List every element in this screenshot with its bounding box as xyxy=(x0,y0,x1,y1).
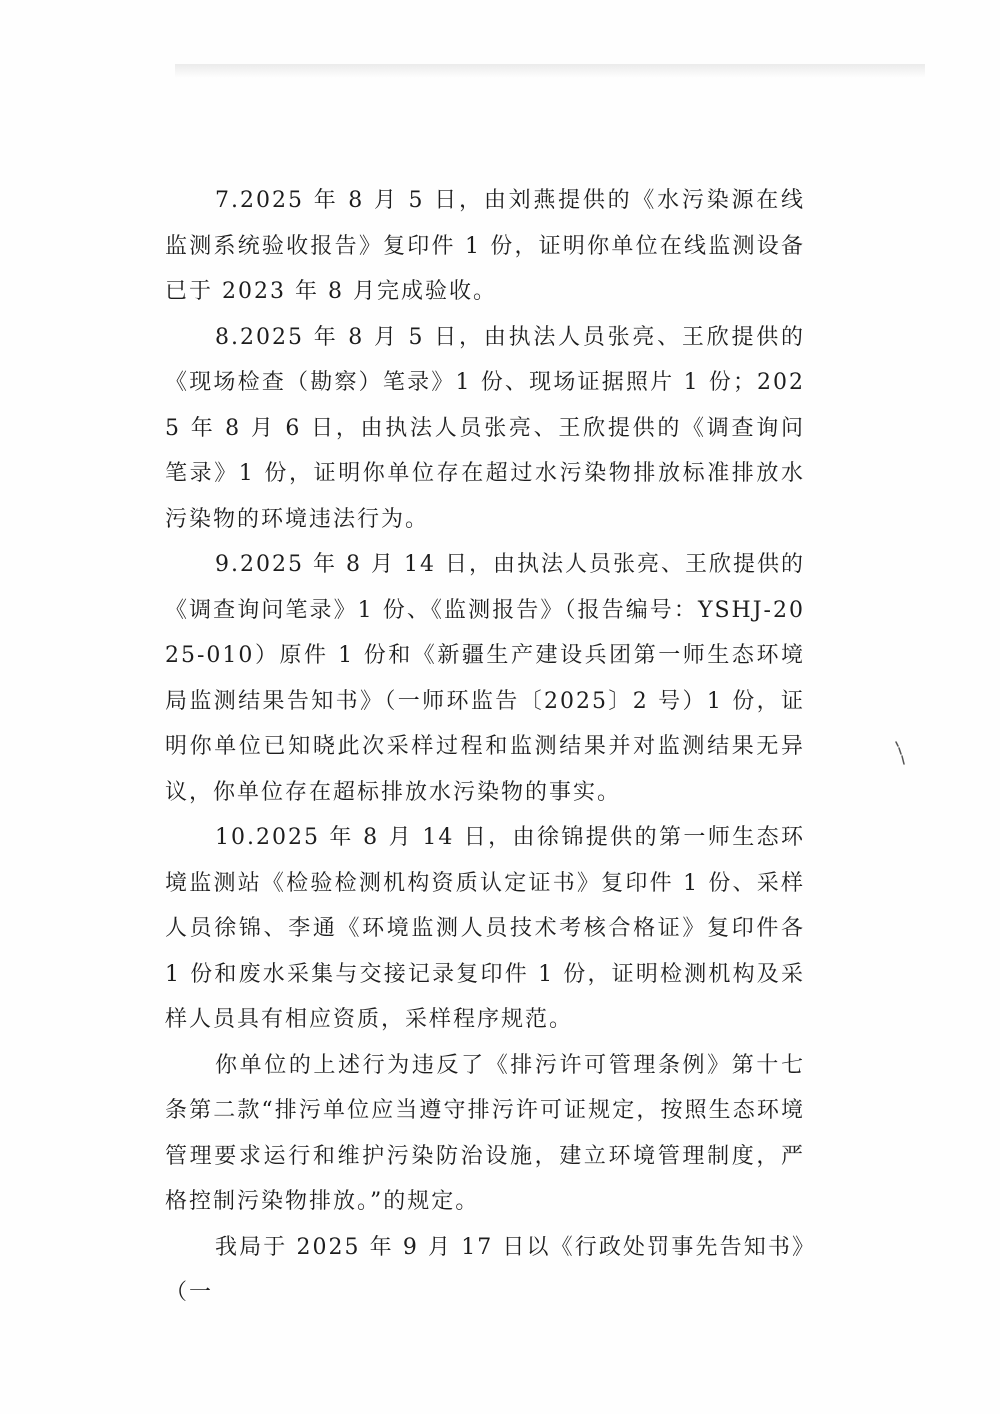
evidence-item-7: 7.2025 年 8 月 5 日，由刘燕提供的《水污染源在线监测系统验收报告》复印件 1 份，证明你单位在线监测设备已于 2023 年 8 月完成验收。 xyxy=(165,188,805,304)
evidence-item-8: 8.2025 年 8 月 5 日，由执法人员张亮、王欣提供的《现场检查（勘察）笔录》1 份、现场证据照片 1 份；2025 年 8 月 6 日，由执法人员张亮、王欣提供的《调查询问笔录》1 份，证明你单位存在超过水污染物排放标准排放水污染物的环境违法行为。 xyxy=(165,324,805,532)
evidence-item-9: 9.2025 年 8 月 14 日，由执法人员张亮、王欣提供的《调查询问笔录》1 份、《监测报告》（报告编号：YSHJ-2025-010）原件 1 份和《新疆生产建设兵团第一师生态环境局监测结果告知书》（一师环监告〔2025〕2 号）1 份，证明你单位已知晓此次采样过程和监测结果并对监测结果无异议，你单位存在超标排放水污染物的事实。 xyxy=(165,552,805,805)
notice-paragraph: 我局于 2025 年 9 月 17 日以《行政处罚事先告知书》（一 xyxy=(165,1234,805,1305)
scan-edge-shadow xyxy=(175,64,925,78)
scan-speck-icon xyxy=(893,740,907,768)
document-body xyxy=(165,178,805,1316)
violation-statement: 你单位的上述行为违反了《排污许可管理条例》第十七条第二款“排污单位应当遵守排污许可证规定，按照生态环境管理要求运行和维护污染防治设施，建立环境管理制度，严格控制污染物排放。”的规定。 xyxy=(165,1052,805,1214)
evidence-item-10: 10.2025 年 8 月 14 日，由徐锦提供的第一师生态环境监测站《检验检测机构资质认定证书》复印件 1 份、采样人员徐锦、李通《环境监测人员技术考核合格证》复印件各 1 份和废水采集与交接记录复印件 1 份，证明检测机构及采样人员具有相应资质，采样程序规范。 xyxy=(165,825,805,1032)
